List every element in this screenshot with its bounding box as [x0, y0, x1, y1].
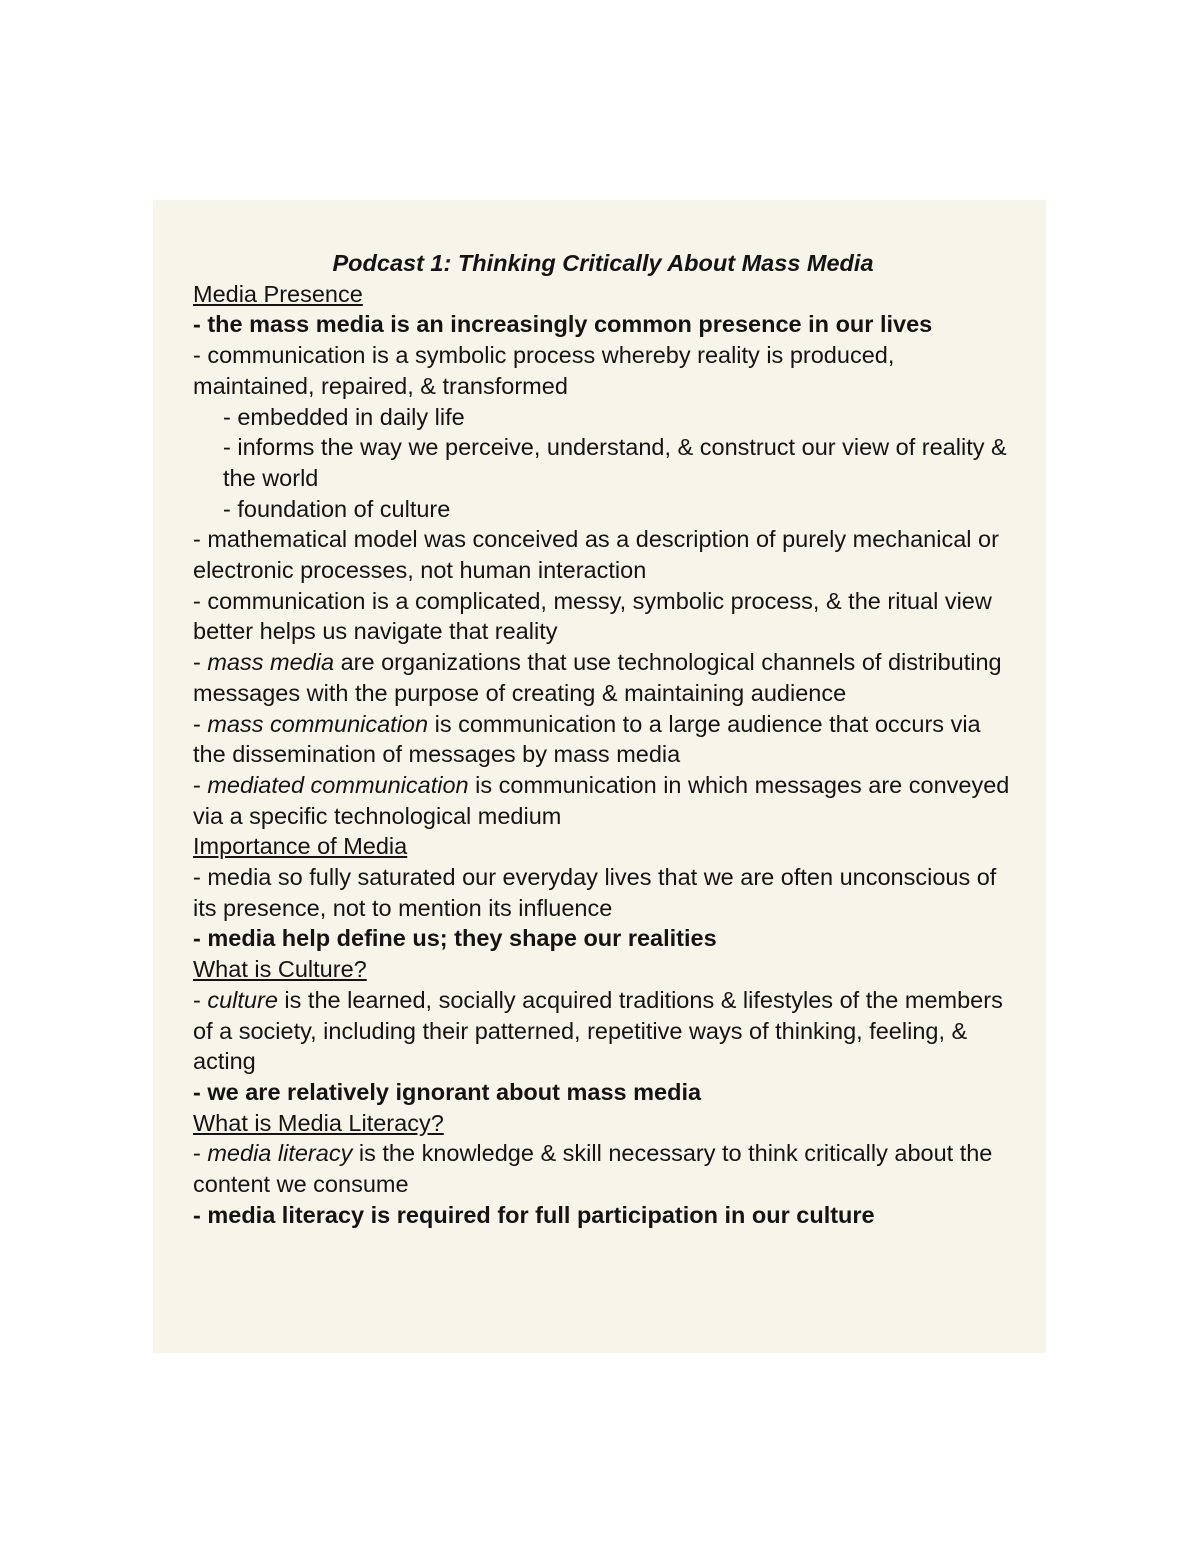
note-line-text: - foundation of culture [223, 495, 451, 522]
note-line [193, 309, 1013, 340]
defined-term: media literacy [207, 1140, 353, 1167]
note-line [193, 494, 1013, 525]
note-line-text: is communication to a large audience that occurs via the dissemination of messages by mass media [193, 710, 981, 768]
note-line-text: is communication in which messages are conveyed via a specific technological medium [193, 771, 1010, 829]
note-line-text: - media literacy is required for full participation in our culture [193, 1201, 875, 1228]
note-line-text: - communication is a complicated, messy, symbolic process, & the ritual view better helps us navigate that reality [193, 587, 992, 645]
note-line-text: is the knowledge & skill necessary to think critically about the content we consume [193, 1140, 993, 1198]
note-line [193, 402, 1013, 433]
defined-term: mass communication [207, 710, 429, 737]
note-line-text: is the learned, socially acquired traditions & lifestyles of the members of a society, including their patterned, repetitive ways of thinking, feeling, & acting [193, 986, 1003, 1075]
page-title: Podcast 1: Thinking Critically About Mass Media [332, 250, 874, 276]
note-line [193, 340, 1013, 401]
note-line-text: - [193, 710, 208, 737]
section-heading: Importance of Media [193, 833, 408, 860]
note-line-text: - we are relatively ignorant about mass media [193, 1078, 702, 1105]
note-line [193, 1200, 1013, 1231]
section-heading: What is Culture? [193, 956, 367, 983]
note-line [193, 1077, 1013, 1108]
note-line-text: - [193, 649, 208, 676]
note-content [193, 248, 1013, 1231]
note-line [193, 862, 1013, 923]
note-line-text: - embedded in daily life [223, 403, 465, 430]
note-line [193, 709, 1013, 770]
defined-term: mediated communication [207, 771, 469, 798]
note-line [193, 923, 1013, 954]
note-line [193, 432, 1013, 493]
note-line [193, 985, 1013, 1077]
note-line-text: - the mass media is an increasingly common presence in our lives [193, 311, 933, 338]
note-line-text: - communication is a symbolic process whereby reality is produced, maintained, repaired, & transformed [193, 342, 895, 399]
note-line-text: - informs the way we perceive, understand, & construct our view of reality & the world [223, 434, 1007, 491]
note-line-text: - media help define us; they shape our realities [193, 925, 717, 952]
note-line [193, 647, 1013, 708]
note-line [193, 1138, 1013, 1199]
section-heading: Media Presence [193, 280, 363, 307]
note-page [153, 200, 1046, 1353]
note-line-text: - [193, 1140, 208, 1167]
defined-term: culture [207, 986, 278, 1013]
defined-term: mass media [207, 649, 335, 676]
note-line [193, 524, 1013, 585]
note-line-text: - mathematical model was conceived as a description of purely mechanical or electronic processes, not human interaction [193, 526, 999, 584]
section-heading: What is Media Literacy? [193, 1109, 444, 1136]
note-line [193, 586, 1013, 647]
note-line-text: - media so fully saturated our everyday lives that we are often unconscious of its presence, not to mention its influence [193, 864, 997, 921]
note-line-text: - [193, 986, 208, 1013]
note-line-text: are organizations that use technological channels of distributing messages with the purpose of creating & maintaining audience [193, 649, 1002, 706]
note-line-text: - [193, 771, 208, 798]
note-line [193, 770, 1013, 831]
